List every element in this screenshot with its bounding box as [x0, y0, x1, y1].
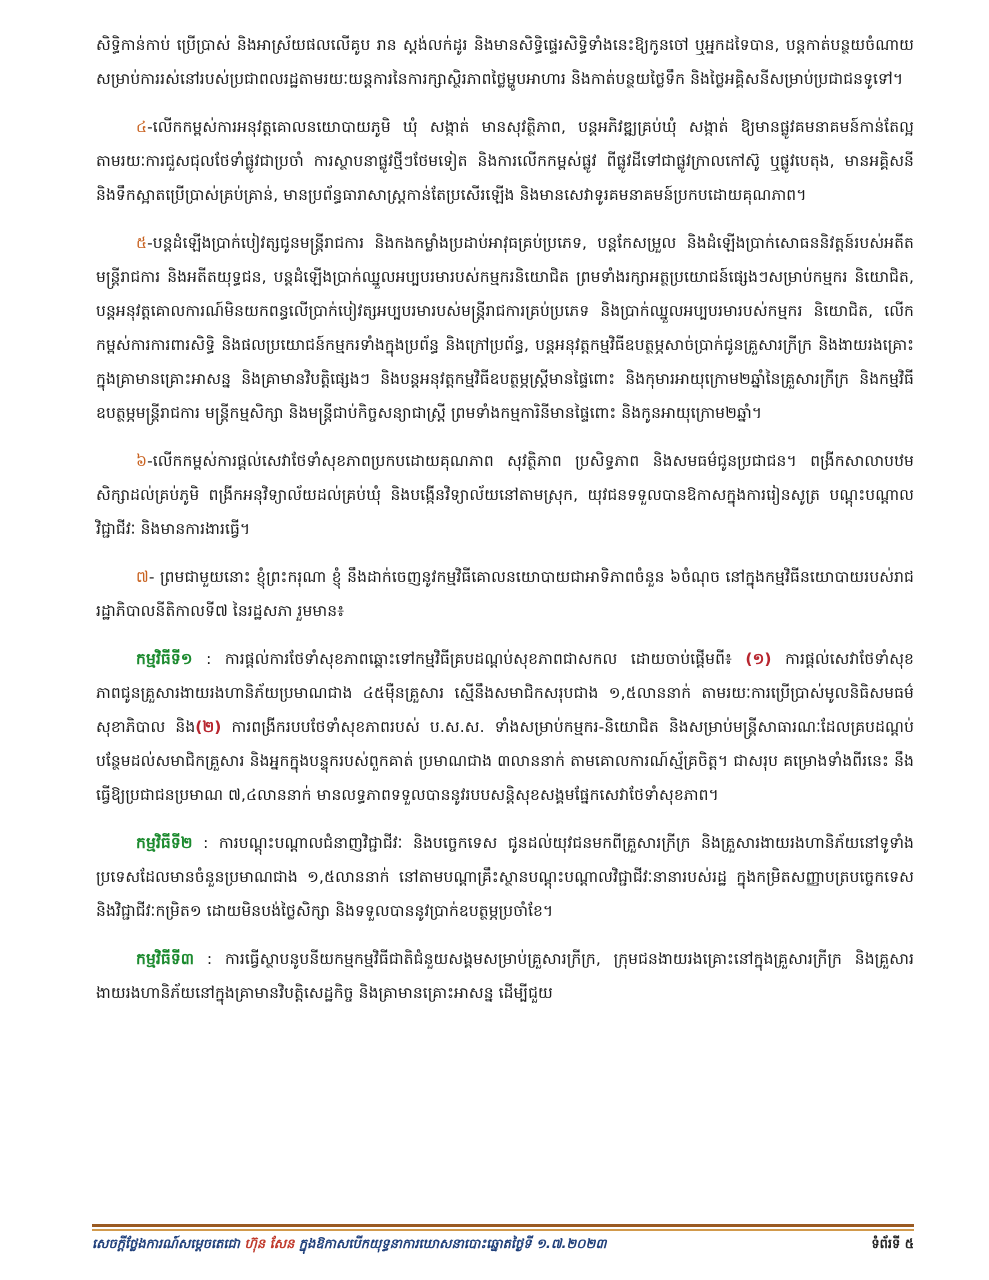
- paragraph-intro: សិទ្ធិកាន់កាប់ ប្រើប្រាស់ និងអាស្រ័យផលលើគូប រាន ស្តង់លក់ដូរ និងមានសិទ្ធិផ្ទេរសិទ្ធិទាំងនេះឱ្យកូនចៅ ឬអ្នកដទៃបាន, បន្តកាត់បន្ថយចំណាយសម្រាប់ការរស់នៅរបស់ប្រជាពលរដ្ឋតាមរយៈយន្តការនៃការក្សាស្ថិរភាពថ្លៃម្ហូបអាហារ និងកាត់បន្ថយថ្លៃទឹក និងថ្លៃអគ្គិសនីសម្រាប់ប្រជាជនទូទៅ។: [96, 36, 914, 88]
- paragraph-point-7: ៧- ព្រមជាមួយនោះ ខ្ញុំព្រះករុណា ខ្ញុំ នឹងដាក់ចេញនូវកម្មវិធីគោលនយោបាយជាអាទិភាពចំនួន ៦ចំណុច នៅក្នុងកម្មវិធីនយោបាយរបស់រាជរដ្ឋាភិបាលនីតិកាលទី៧ នៃរដ្ឋសភា រួមមាន៖: [96, 568, 914, 620]
- paragraph-program-1: កម្មវិធីទី១ : ការផ្តល់ការថែទាំសុខភាពឆ្ពោះទៅកម្មវិធីគ្របដណ្តប់សុខភាពជាសកល ដោយចាប់ផ្តើមពី៖ (១) ការផ្តល់សេវាថែទាំសុខភាពជូនគ្រួសារងាយរងហានិភ័យប្រមាណជាង ៤៥ម៉ឺនគ្រួសារ ស្មើនឹងសមាជិកសរុបជាង ១,៥លាននាក់ តាមរយៈការប្រើប្រាស់មូលនិធិសមធម៌សុខាភិបាល និង(២) ការពង្រីករបបថែទាំសុខភាពរបស់ ប.ស.ស. ទាំងសម្រាប់កម្មករ-និយោជិត និងសម្រាប់មន្ត្រីសាធារណៈដែលគ្របដណ្តប់បន្ថែមដល់សមាជិកគ្រួសារ និងអ្នកក្នុងបន្ទុករបស់ពួកគាត់ ប្រមាណជាង ៣លាននាក់ តាមគោលការណ៍ស្ម័គ្រចិត្ត។ ជាសរុប គម្រោងទាំងពីរនេះ នឹងធ្វើឱ្យប្រជាជនប្រមាណ ៧,៤លាននាក់ មានលទ្ធភាពទទួលបាននូវរបបសន្តិសុខសង្គមផ្នែកសេវាថែទាំសុខភាព។: [96, 650, 915, 804]
- program-label: កម្មវិធីទី២: [136, 834, 193, 852]
- point-number: ៦: [136, 452, 148, 470]
- footer-name: ហ៊ុន សែន: [244, 1237, 295, 1252]
- document-body: [96, 28, 914, 1024]
- page-footer: [92, 1236, 914, 1255]
- paragraph-program-2: កម្មវិធីទី២ : ការបណ្តុះបណ្តាលជំនាញវិជ្ជាជីវៈ និងបច្ចេកទេស ជូនដល់យុវជនមកពីគ្រួសារក្រីក្រ និងគ្រួសារងាយរងហានិភ័យនៅទូទាំងប្រទេសដែលមានចំនួនប្រមាណជាង ១,៥លាននាក់ នៅតាមបណ្តាគ្រឹះស្ថានបណ្តុះបណ្តាលវិជ្ជាជីវៈនានារបស់រដ្ឋ ក្នុងកម្រិតសញ្ញាបត្របច្ចេកទេស និងវិជ្ជាជីវៈកម្រិត១ ដោយមិនបង់ថ្លៃសិក្សា និងទទួលបាននូវប្រាក់ឧបត្ថម្ភប្រចាំខែ។: [96, 834, 914, 920]
- page-number: ទំព័រទី ៥: [871, 1237, 914, 1252]
- point-number: ៤: [136, 118, 148, 136]
- point-number: ៥: [136, 234, 148, 252]
- item-number: (១): [745, 650, 772, 668]
- item-number: (២): [195, 718, 222, 736]
- point-number: ៧: [136, 568, 149, 586]
- program-label: កម្មវិធីទី៣: [136, 950, 195, 968]
- footer-divider: [92, 1224, 914, 1227]
- paragraph-program-3: កម្មវិធីទី៣ : ការធ្វើស្ថាបនូបនីយកម្មកម្មវិធីជាតិជំនួយសង្គមសម្រាប់គ្រួសារក្រីក្រ, ក្រុមជនងាយរងគ្រោះនៅក្នុងគ្រួសារក្រីក្រ និងគ្រួសារងាយរងហានិភ័យនៅក្នុងគ្រាមានវិបត្តិសេដ្ឋកិច្ច និងគ្រាមានគ្រោះអាសន្ន ដើម្បីជួយ: [96, 950, 914, 1002]
- paragraph-point-5: ៥-បន្តដំឡើងប្រាក់បៀវត្សជូនមន្ត្រីរាជការ និងកងកម្លាំងប្រដាប់អាវុធគ្រប់ប្រភេទ, បន្តកែសម្រួល និងដំឡើងប្រាក់សោធននិវត្តន៍របស់អតីតមន្ត្រីរាជការ និងអតីតយុទ្ធជន, បន្តដំឡើងប្រាក់ឈ្នួលអប្បបរមារបស់កម្មករនិយោជិត ព្រមទាំងរក្សាអត្ថប្រយោជន៍ផ្សេងៗសម្រាប់កម្មករ និយោជិត, បន្តអនុវត្តគោលការណ៍មិនយកពន្ធលើប្រាក់បៀវត្សអប្បបរមារបស់មន្ត្រីរាជការគ្រប់ប្រភេទ និងប្រាក់ឈ្នួលអប្បបរមារបស់កម្មករ និយោជិត, លើកកម្ពស់ការការពារសិទ្ធិ និងផលប្រយោជន៍កម្មករទាំងក្នុងប្រព័ន្ធ និងក្រៅប្រព័ន្ធ, បន្តអនុវត្តកម្មវិធីឧបត្ថម្ភសាច់ប្រាក់ជូនគ្រួសារក្រីក្រ និងងាយរងគ្រោះក្នុងគ្រាមានគ្រោះអាសន្ន និងគ្រាមានវិបត្តិផ្សេងៗ និងបន្តអនុវត្តកម្មវិធីឧបត្ថម្ភស្ត្រីមានផ្ទៃពោះ និងកុមារអាយុក្រោម២ឆ្នាំនៃគ្រួសារក្រីក្រ និងកម្មវិធីឧបត្ថម្ភមន្ត្រីរាជការ មន្ត្រីកម្មសិក្សា និងមន្ត្រីជាប់កិច្ចសន្យាជាស្ត្រី ព្រមទាំងកម្មការិនីមានផ្ទៃពោះ និងកូនអាយុក្រោម២ឆ្នាំ។: [96, 234, 914, 422]
- footer-divider-accent: [92, 1229, 914, 1231]
- paragraph-point-6: ៦-លើកកម្ពស់ការផ្តល់សេវាថែទាំសុខភាពប្រកបដោយគុណភាព សុវត្ថិភាព ប្រសិទ្ធភាព និងសមធម៌ជូនប្រជាជន។ ពង្រីកសាលាបឋមសិក្សាដល់គ្រប់ភូមិ ពង្រីកអនុវិទ្យាល័យដល់គ្រប់ឃុំ និងបង្កើនវិទ្យាល័យនៅតាមស្រុក, យុវជនទទួលបានឱកាសក្នុងការរៀនសូត្រ បណ្តុះបណ្តាលវិជ្ជាជីវៈ និងមានការងារធ្វើ។: [96, 452, 914, 538]
- program-label: កម្មវិធីទី១: [136, 650, 193, 668]
- footer-caption: សេចក្តីថ្លែងការណ៍សម្តេចតេជោ ហ៊ុន សែន ក្នុងឱកាសបើកយុទ្ធនាការឃោសនាបោះឆ្នោតថ្ងៃទី ១.៧.២០២៣: [92, 1237, 607, 1252]
- paragraph-point-4: ៤-លើកកម្ពស់ការអនុវត្តគោលនយោបាយភូមិ ឃុំ សង្កាត់ មានសុវត្ថិភាព, បន្តអភិវឌ្ឍគ្រប់ឃុំ សង្កាត់ ឱ្យមានផ្លូវគមនាគមន៍កាន់តែល្អ តាមរយៈការជួសជុលថែទាំផ្លូវជាប្រចាំ ការស្ថាបនាផ្លូវថ្មីៗថែមទៀត និងការលើកកម្ពស់ផ្លូវ ពីផ្លូវដីទៅជាផ្លូវក្រាលកៅស៊ូ ឬផ្លូវបេតុង, មានអគ្គិសនី និងទឹកស្អាតប្រើប្រាស់គ្រប់គ្រាន់, មានប្រព័ន្ធធារាសាស្ត្រកាន់តែប្រសើរឡើង និងមានសេវាទូរគមនាគមន៍ប្រកបដោយគុណភាព។: [96, 118, 914, 204]
